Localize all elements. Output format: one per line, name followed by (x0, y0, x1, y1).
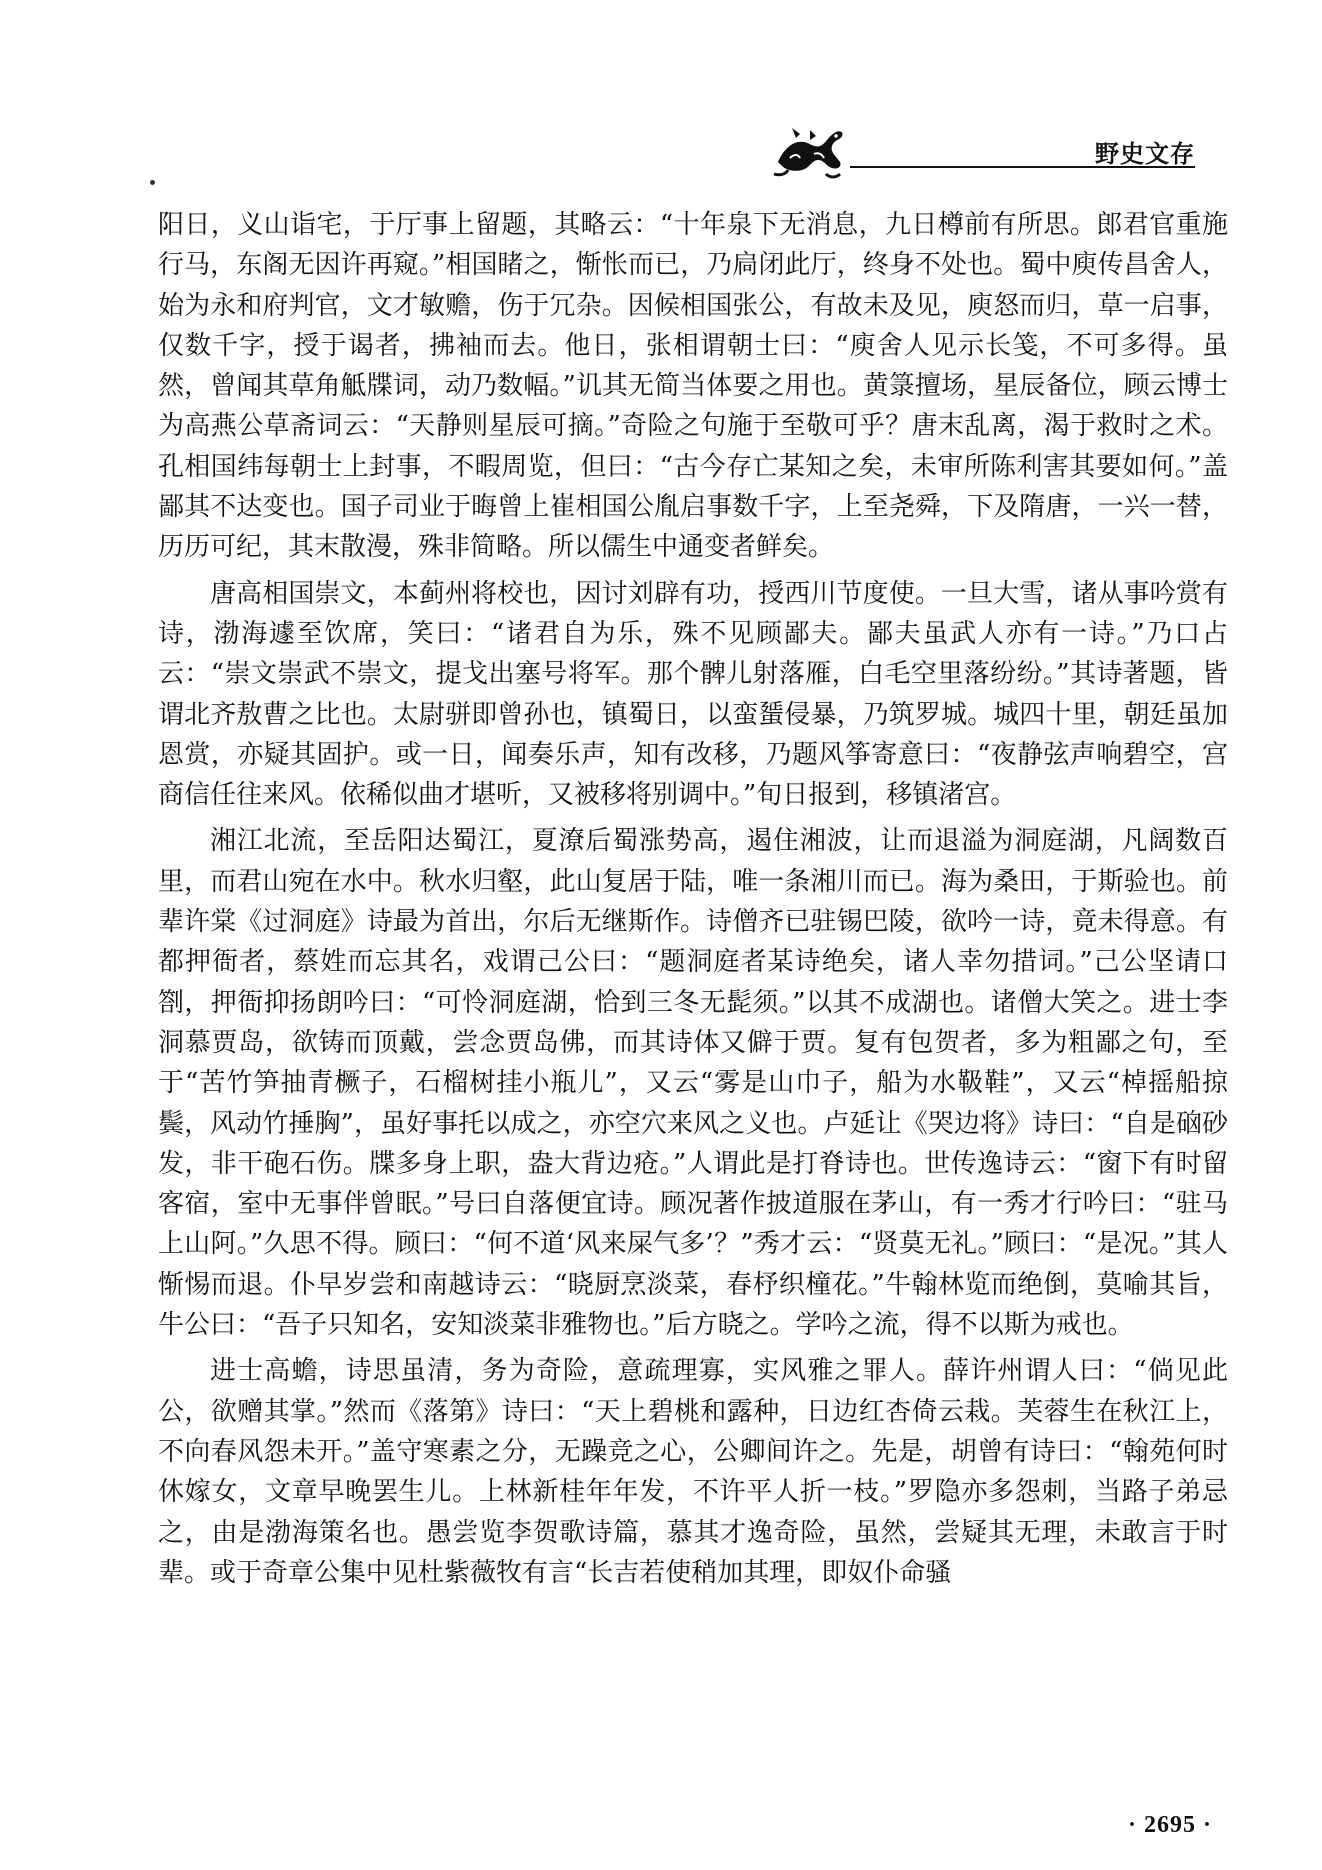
dragon-icon (770, 118, 850, 180)
paragraph: 唐高相国崇文，本蓟州将校也，因讨刘辟有功，授西川节度使。一旦大雪，诸从事吟赏有诗，渤海遽至饮席，笑曰：“诸君自为乐，殊不见顾鄙夫。鄙夫虽武人亦有一诗。”乃口占云：“崇文崇武不崇文，提戈出塞号将军。那个髀儿射落雁，白毛空里落纷纷。”其诗著题，皆谓北齐敖曹之比也。太尉骈即曾孙也，镇蜀日，以蛮蜑侵暴，乃筑罗城。城四十里，朝廷虽加恩赏，亦疑其固护。或一日，闻奏乐声，知有改移，乃题风筝寄意曰：“夜静弦声响碧空，宫商信任往来风。依稀似曲才堪听，又被移将别调中。”旬日报到，移镇渚宫。 (158, 578, 1228, 811)
body-text (158, 205, 1228, 1599)
page-number: · 2695 · (1127, 1812, 1212, 1838)
section-title: 野史文存 (1095, 140, 1195, 168)
paragraph: 湘江北流，至岳阳达蜀江，夏潦后蜀涨势高，遏住湘波，让而退溢为洞庭湖，凡阔数百里，而君山宛在水中。秋水归壑，此山复居于陆，唯一条湘川而已。海为桑田，于斯验也。前辈许棠《过洞庭》诗最为首出，尔后无继斯作。诗僧齐已驻锡巴陵，欲吟一诗，竟未得意。有都押衙者，蔡姓而忘其名，戏谓己公曰：“题洞庭者某诗绝矣，诸人幸勿措词。”己公坚请口劄，押衙抑扬朗吟曰：“可怜洞庭湖，恰到三冬无髭须。”以其不成湖也。诸僧大笑之。进士李洞慕贾岛，欲铸而顶戴，尝念贾岛佛，而其诗体又僻于贾。复有包贺者，多为粗鄙之句，至于“苦竹笋抽青橛子，石榴树挂小瓶儿”，又云“雾是山巾子，船为水靸鞋”，又云“棹摇船掠鬓，风动竹捶胸”，虽好事托以成之，亦空穴来风之义也。卢延让《哭边将》诗曰：“自是硇砂发，非干砲石伤。牒多身上职，盎大背边疮。”人谓此是打脊诗也。世传逸诗云：“窗下有时留客宿，室中无事伴曾眠。”号曰自落便宜诗。顾况著作披道服在茅山，有一秀才行吟曰：“驻马上山阿。”久思不得。顾曰：“何不道‘风来屎气多’？”秀才云：“贤莫无礼。”顾曰：“是况。”其人惭惕而退。仆早岁尝和南越诗云：“晓厨烹淡菜，春杼织橦花。”牛翰林览而绝倒，莫喻其旨，牛公曰：“吾子只知名，安知淡菜非雅物也。”后方晓之。学吟之流，得不以斯为戒也。 (158, 826, 1228, 1341)
paragraph: 阳日，义山诣宅，于厅事上留题，其略云：“十年泉下无消息，九日樽前有所思。郎君官重施行马，东阁无因许再窥。”相国睹之，惭怅而已，乃扃闭此厅，终身不处也。蜀中庾传昌舍人，始为永和府判官，文才敏赡，伤于冗杂。因候相国张公，有故未及见，庾怒而归，草一启事，仅数千字，授于谒者，拂袖而去。他日，张相谓朝士曰：“庾舍人见示长笺，不可多得。虽然，曾闻其草角觝牒词，动乃数幅。”讥其无简当体要之用也。黄箓擅场，星辰备位，顾云博士为高燕公草斋词云：“天静则星辰可摘。”奇险之句施于至敬可乎？唐末乱离，渴于救时之术。孔相国纬每朝士上封事，不暇周览，但曰：“古今存亡某知之矣，未审所陈利害其要如何。”盖鄙其不达变也。国子司业于晦曾上崔相国公胤启事数千字，上至尧舜，下及隋唐，一兴一替，历历可纪，其末散漫，殊非简略。所以儒生中通变者鲜矣。 (158, 210, 1228, 563)
paragraph: 进士高蟾，诗思虽清，务为奇险，意疏理寡，实风雅之罪人。薛许州谓人曰：“倘见此公，欲赠其掌。”然而《落第》诗曰：“天上碧桃和露种，日边红杏倚云栽。芙蓉生在秋江上，不向春风怨未开。”盖守寒素之分，无躁竞之心，公卿间许之。先是，胡曾有诗曰：“翰苑何时休嫁女，文章早晚罢生儿。上林新桂年年发，不许平人折一枝。”罗隐亦多怨刺，当路子弟忌之，由是渤海策名也。愚尝览李贺歌诗篇，慕其才逸奇险，虽然，尝疑其无理，未敢言于时辈。或于奇章公集中见杜紫薇牧有言“长吉若使稍加其理，即奴仆命骚 (158, 1356, 1228, 1588)
running-header (740, 118, 1210, 180)
stray-ink-mark (150, 180, 155, 185)
